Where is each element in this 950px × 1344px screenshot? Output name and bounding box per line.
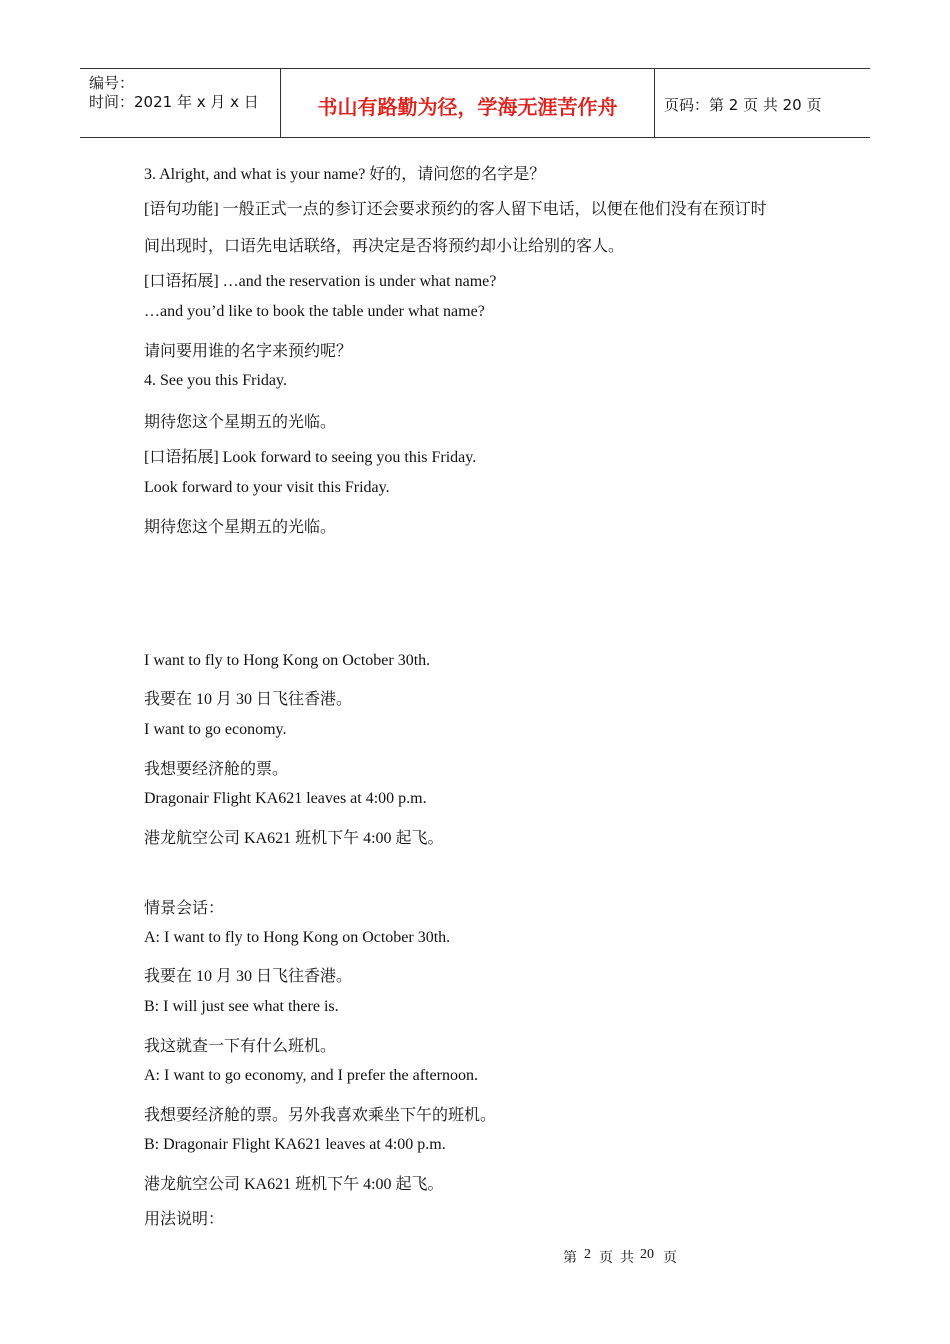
- body-line: B: I will just see what there is.: [144, 998, 339, 1015]
- body-line: A: I want to fly to Hong Kong on October 30th.: [144, 929, 451, 946]
- body-line: 港龙航空公司 KA621 班机下午 4:00 起飞。: [144, 830, 444, 847]
- header-page-info: 页码：第 2 页 共 20 页: [664, 96, 822, 114]
- body-line: 4. See you this Friday.: [144, 372, 287, 389]
- body-line: 港龙航空公司 KA621 班机下午 4:00 起飞。: [144, 1176, 444, 1193]
- body-line: A: I want to go economy, and I prefer the afternoon.: [144, 1067, 478, 1084]
- body-line: [口语拓展] Look forward to seeing you this Friday.: [144, 449, 477, 466]
- body-line: 我要在 10 月 30 日飞往香港。: [144, 968, 353, 985]
- header-motto: 书山有路勤为径，学海无涯苦作舟: [317, 95, 618, 119]
- body-line: 我要在 10 月 30 日飞往香港。: [144, 691, 353, 708]
- footer-ye: 页: [599, 1251, 613, 1266]
- body-line: [口语拓展] …and the reservation is under what name?: [144, 273, 497, 290]
- footer-total-pages: 20: [640, 1247, 654, 1262]
- body-line: Dragonair Flight KA621 leaves at 4:00 p.m.: [144, 790, 427, 807]
- footer-ye: 页: [663, 1251, 677, 1266]
- footer-gong: 共: [620, 1251, 634, 1266]
- body-line: 我这就查一下有什么班机。: [144, 1038, 337, 1055]
- footer-page-number: 2: [584, 1247, 591, 1262]
- document-number-label: 编号：: [89, 74, 135, 92]
- body-line: 我想要经济舱的票。另外我喜欢乘坐下午的班机。: [144, 1107, 497, 1124]
- body-line: …and you’d like to book the table under what name?: [144, 303, 485, 320]
- header-page-cell: [655, 69, 870, 137]
- body-line: [语句功能] 一般正式一点的参订还会要求预约的客人留下电话，以便在他们没有在预订时: [144, 201, 767, 218]
- body-line: I want to go economy.: [144, 721, 287, 738]
- body-line: I want to fly to Hong Kong on October 30th.: [144, 652, 431, 669]
- body-line: 期待您这个星期五的光临。: [144, 414, 337, 431]
- body-line: Look forward to your visit this Friday.: [144, 479, 390, 496]
- body-line: 请问要用谁的名字来预约呢？: [144, 343, 353, 360]
- header-motto-cell: [281, 69, 655, 137]
- footer-di: 第: [563, 1251, 577, 1266]
- document-date-label: 时间：2021 年 x 月 x 日: [89, 93, 259, 111]
- page-header: [80, 68, 870, 138]
- body-line: 我想要经济舱的票。: [144, 761, 289, 778]
- header-meta-cell: [80, 69, 281, 137]
- body-line: 期待您这个星期五的光临。: [144, 519, 337, 536]
- body-line: 间出现时，口语先电话联络，再决定是否将预约却小让给别的客人。: [144, 238, 625, 255]
- body-line: 3. Alright, and what is your name? 好的，请问您的名字是？: [144, 166, 546, 183]
- body-line: 用法说明：: [144, 1211, 225, 1228]
- body-line: 情景会话：: [144, 900, 225, 917]
- body-line: B: Dragonair Flight KA621 leaves at 4:00 p.m.: [144, 1136, 446, 1153]
